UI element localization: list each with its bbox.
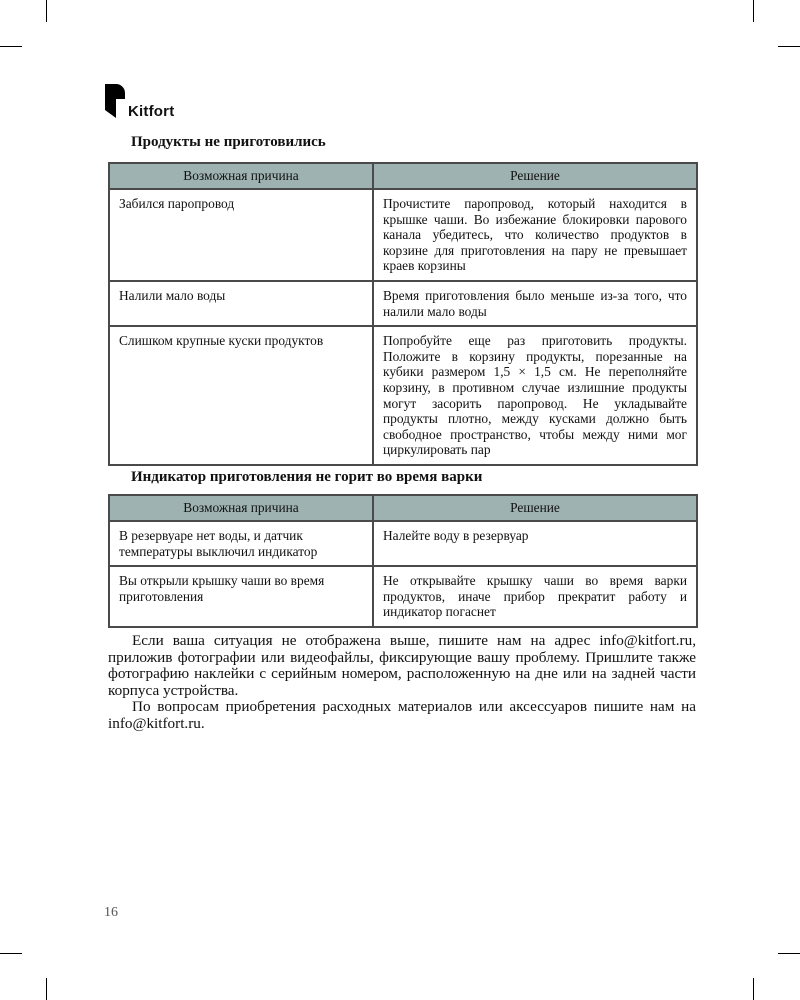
section-title-not-cooked: Продукты не приготовились bbox=[131, 134, 326, 150]
cause-cell: В резервуаре нет воды, и датчик температуры выключил индикатор bbox=[109, 521, 373, 566]
crop-mark-top-left-h bbox=[0, 46, 22, 47]
brand-name: Kitfort bbox=[128, 103, 175, 120]
crop-mark-top-right bbox=[753, 0, 754, 22]
crop-mark-bottom-left-h bbox=[0, 953, 22, 954]
column-header-cause: Возможная причина bbox=[109, 163, 373, 189]
solution-cell: Не открывайте крышку чаши во время варки продуктов, иначе прибор прекратит работу и индикатор погаснет bbox=[373, 566, 697, 627]
troubleshooting-table-indicator bbox=[108, 494, 698, 628]
solution-cell: Налейте воду в резервуар bbox=[373, 521, 697, 566]
table-row bbox=[109, 326, 697, 465]
crop-mark-top-left bbox=[46, 0, 47, 22]
table-row bbox=[109, 566, 697, 627]
table-header-row bbox=[109, 495, 697, 521]
cause-cell: Забился паропровод bbox=[109, 189, 373, 281]
cause-cell: Слишком крупные куски продуктов bbox=[109, 326, 373, 465]
table-row bbox=[109, 281, 697, 326]
cause-cell: Вы открыли крышку чаши во время приготовления bbox=[109, 566, 373, 627]
column-header-cause: Возможная причина bbox=[109, 495, 373, 521]
crop-mark-bottom-right-h bbox=[778, 953, 800, 954]
contact-paragraph: Если ваша ситуация не отображена выше, пишите нам на адрес info@kitfort.ru, приложив фотографии или видеофайлы, фиксирующие вашу проблему. Пришлите также фотографию наклейки с серийным номером, расположенную на дне или на задней части корпуса устройства. bbox=[108, 632, 696, 699]
solution-cell: Прочистите паропровод, который находится в крышке чаши. Во избежание блокировки парового канала убедитесь, что количество продуктов в корзине для приготовления на пару не превышает краев корзины bbox=[373, 189, 697, 281]
table-header-row bbox=[109, 163, 697, 189]
table-row bbox=[109, 189, 697, 281]
contact-text bbox=[108, 633, 696, 733]
kitfort-mark-icon bbox=[104, 82, 126, 120]
crop-mark-bottom-left bbox=[46, 978, 47, 1000]
solution-cell: Время приготовления было меньше из-за того, что налили мало воды bbox=[373, 281, 697, 326]
solution-cell: Попробуйте еще раз приготовить продукты. Положите в корзину продукты, порезанные на кубики размером 1,5 × 1,5 см. Не переполняйте корзину, в противном случае излишние продукты могут засорить паропровод. Не укладывайте продукты плотно, между кусками должно быть свободное пространство, чтобы между ними мог циркулировать пар bbox=[373, 326, 697, 465]
page-number: 16 bbox=[104, 905, 118, 920]
column-header-solution: Решение bbox=[373, 163, 697, 189]
troubleshooting-table-not-cooked bbox=[108, 162, 698, 466]
section-title-indicator-off: Индикатор приготовления не горит во время варки bbox=[131, 469, 483, 485]
crop-mark-bottom-right bbox=[753, 978, 754, 1000]
accessories-paragraph: По вопросам приобретения расходных материалов или аксессуаров пишите нам на info@kitfort.ru. bbox=[108, 698, 696, 732]
table-row bbox=[109, 521, 697, 566]
cause-cell: Налили мало воды bbox=[109, 281, 373, 326]
column-header-solution: Решение bbox=[373, 495, 697, 521]
crop-mark-top-right-h bbox=[778, 46, 800, 47]
